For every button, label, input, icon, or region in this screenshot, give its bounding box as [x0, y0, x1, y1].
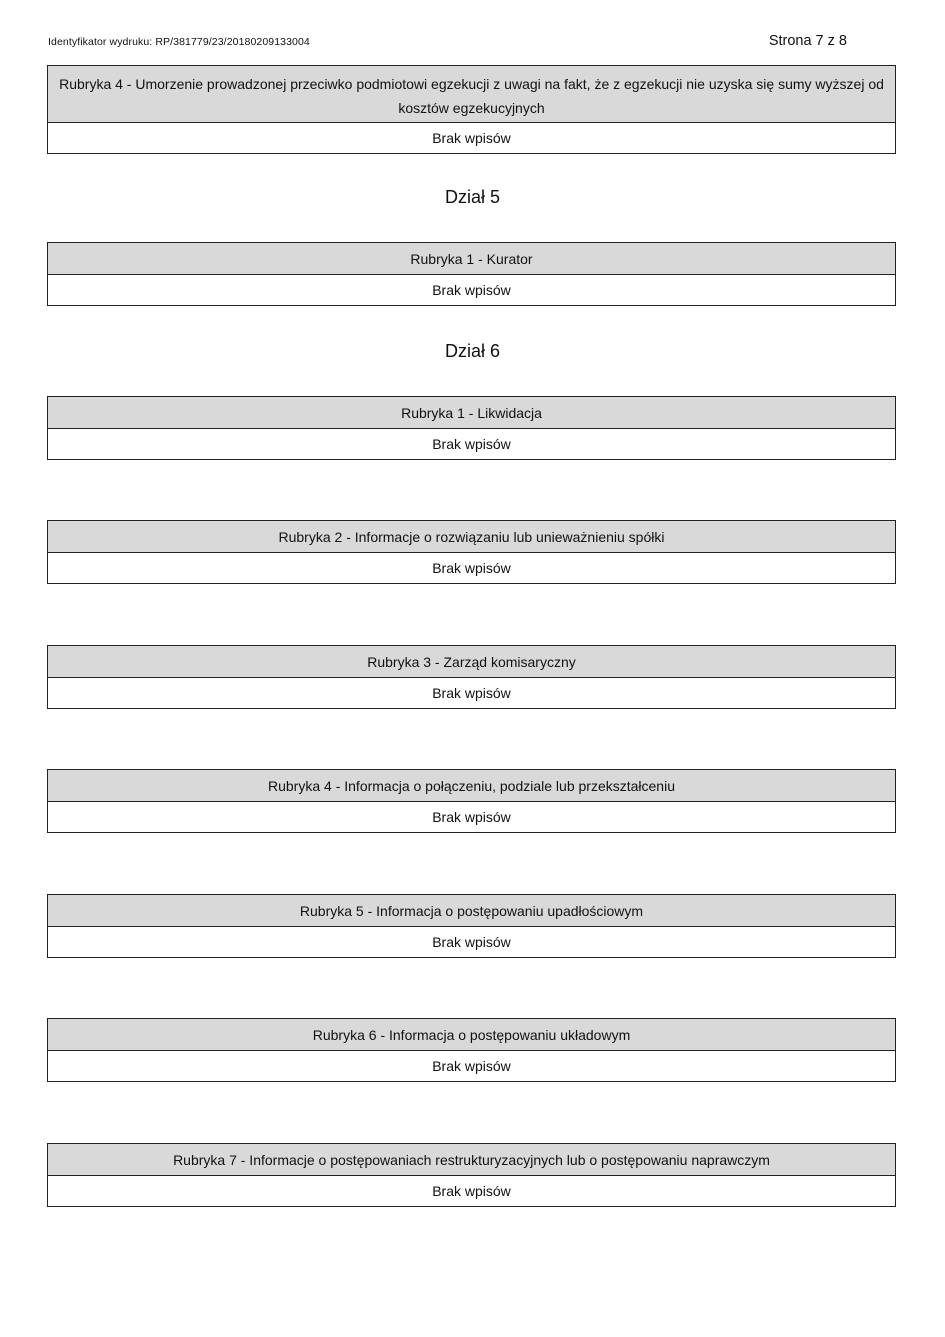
- rubryka-content: Brak wpisów: [48, 123, 895, 153]
- rubryka-box-dzial6-5: [47, 894, 896, 958]
- rubryka-title: Rubryka 4 - Informacja o połączeniu, podziale lub przekształceniu: [48, 770, 895, 802]
- rubryka-box-dzial6-6: [47, 1018, 896, 1082]
- rubryka-title: Rubryka 1 - Likwidacja: [48, 397, 895, 429]
- rubryka-box-dzial6-1: [47, 396, 896, 460]
- page-number: Strona 7 z 8: [768, 33, 847, 49]
- rubryka-title: [48, 66, 895, 123]
- rubryka-content: Brak wpisów: [48, 553, 895, 583]
- rubryka-box-dzial4-4: [47, 65, 896, 154]
- rubryka-title: Rubryka 5 - Informacja o postępowaniu upadłościowym: [48, 895, 895, 927]
- rubryka-box-dzial6-4: [47, 769, 896, 833]
- rubryka-content: Brak wpisów: [48, 1176, 895, 1206]
- rubryka-content: Brak wpisów: [48, 429, 895, 459]
- rubryka-content: Brak wpisów: [48, 678, 895, 708]
- section-title-dzial5: Dział 5: [444, 187, 501, 207]
- rubryka-title: Rubryka 6 - Informacja o postępowaniu układowym: [48, 1019, 895, 1051]
- rubryka-box-dzial6-2: [47, 520, 896, 584]
- rubryka-title: Rubryka 3 - Zarząd komisaryczny: [48, 646, 895, 678]
- rubryka-title-text: Rubryka 4 - Umorzenie prowadzonej przeciwko podmiotowi egzekucji z uwagi na fakt, że z egzekucji nie uzyska się sumy wyższej od kosztów egzekucyjnych: [59, 76, 884, 116]
- rubryka-title: Rubryka 1 - Kurator: [48, 243, 895, 275]
- rubryka-content: Brak wpisów: [48, 927, 895, 957]
- print-identifier: Identyfikator wydruku: RP/381779/23/20180209133004: [48, 36, 310, 48]
- rubryka-title: Rubryka 2 - Informacje o rozwiązaniu lub unieważnieniu spółki: [48, 521, 895, 553]
- rubryka-box-dzial5-1: [47, 242, 896, 306]
- rubryka-box-dzial6-7: [47, 1143, 896, 1207]
- rubryka-content: Brak wpisów: [48, 275, 895, 305]
- section-title-dzial6: Dział 6: [444, 341, 501, 361]
- rubryka-content: Brak wpisów: [48, 802, 895, 832]
- rubryka-content: Brak wpisów: [48, 1051, 895, 1081]
- rubryka-box-dzial6-3: [47, 645, 896, 709]
- rubryka-title: Rubryka 7 - Informacje o postępowaniach restrukturyzacyjnych lub o postępowaniu naprawczym: [48, 1144, 895, 1176]
